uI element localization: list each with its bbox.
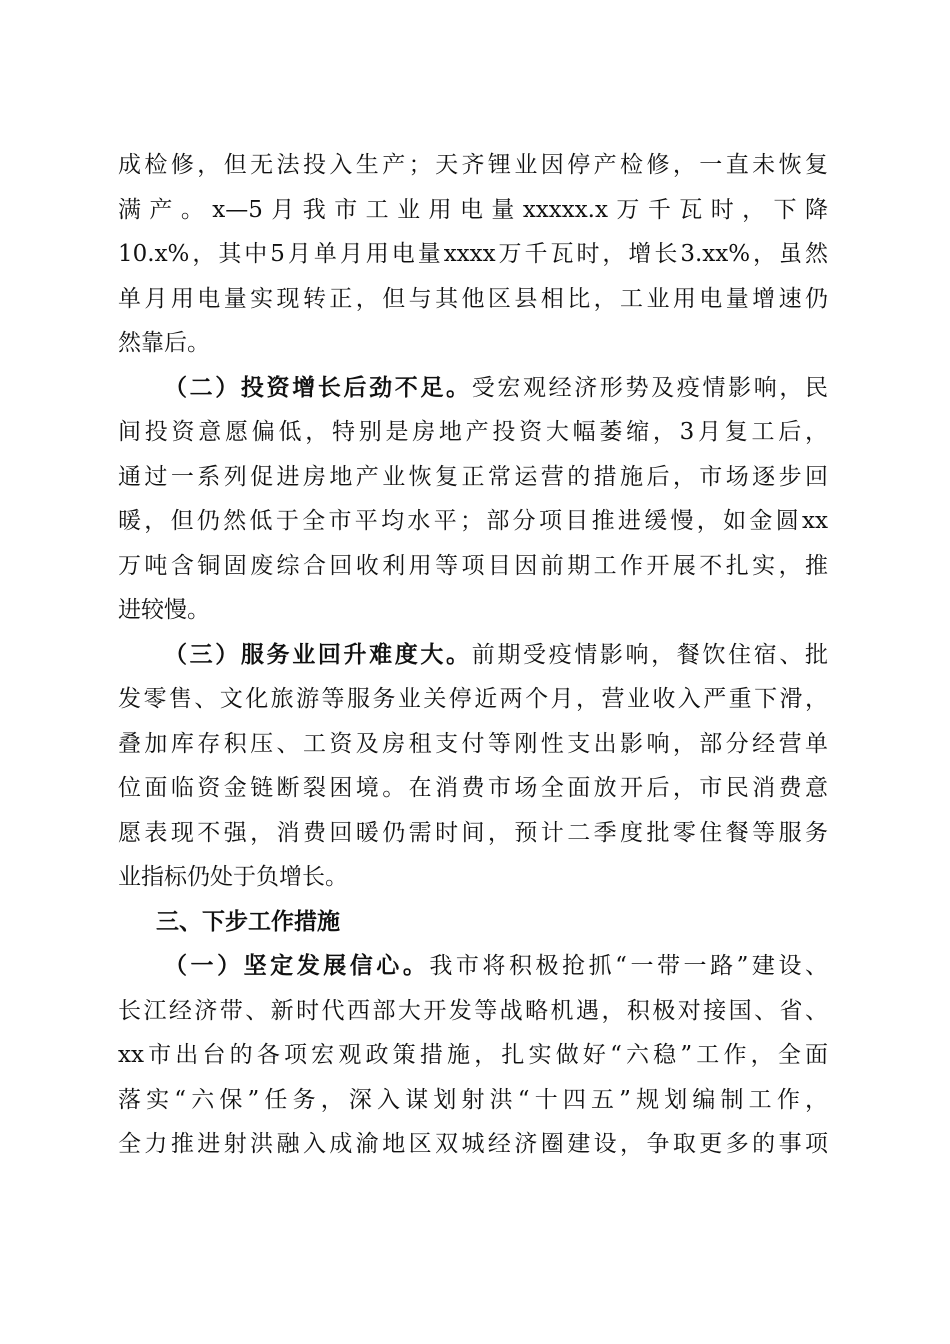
section-lead-title: （三）服务业回升难度大。 — [164, 641, 472, 668]
text-line: 全力推进射洪融入成渝地区双城经济圈建设，争取更多的事项 — [118, 1131, 828, 1157]
section-lead-title: （二）投资增长后劲不足。 — [164, 374, 472, 401]
text-line: 愿表现不强，消费回暖仍需时间，预计二季度批零住餐等服务 — [118, 819, 828, 846]
section-lead-line — [118, 366, 828, 411]
section-heading: 三、下步工作措施 — [156, 908, 340, 935]
text-line: 间投资意愿偏低，特别是房地产投资大幅萎缩，3月复工后， — [118, 419, 828, 445]
text-line: 通过一系列促进房地产业恢复正常运营的措施后，市场逐步回 — [118, 463, 828, 490]
text-line: 万吨含铜固废综合回收利用等项目因前期工作开展不扎实，推 — [118, 552, 828, 579]
text-line: xx市出台的各项宏观政策措施，扎实做好“六稳”工作，全面 — [118, 1042, 828, 1068]
document-body — [118, 143, 828, 1167]
text-line: 成检修，但无法投入生产；天齐锂业因停产检修，一直未恢复 — [118, 152, 828, 178]
section-lead-text: 前期受疫情影响，餐饮住宿、批 — [471, 641, 828, 668]
text-line: 然靠后。 — [118, 330, 210, 356]
text-line: 落实“六保”任务，深入谋划射洪“十四五”规划编制工作， — [118, 1086, 828, 1113]
text-line: 进较慢。 — [118, 597, 210, 623]
text-line: 满产。x—5月我市工业用电量xxxxx.x万千瓦时，下降 — [118, 196, 828, 223]
text-line: 叠加库存积压、工资及房租支付等刚性支出影响，部分经营单 — [118, 730, 828, 757]
text-line: 暖，但仍然低于全市平均水平；部分项目推进缓慢，如金圆xx — [118, 508, 828, 534]
section-lead-line — [118, 944, 828, 989]
section-lead-text: 受宏观经济形势及疫情影响，民 — [471, 374, 828, 401]
text-line: 长江经济带、新时代西部大开发等战略机遇，积极对接国、省、 — [118, 997, 828, 1024]
text-line: 10.x%，其中5月单月用电量xxxx万千瓦时，增长3.xx%，虽然 — [118, 241, 828, 267]
section-lead-text: 我市将积极抢抓“一带一路”建设、 — [429, 953, 828, 979]
section-lead-title: （一）坚定发展信心。 — [164, 953, 430, 979]
text-line: 业指标仍处于负增长。 — [118, 864, 348, 890]
text-line: 发零售、文化旅游等服务业关停近两个月，营业收入严重下滑， — [118, 686, 828, 712]
text-line: 位面临资金链断裂困境。在消费市场全面放开后，市民消费意 — [118, 775, 828, 801]
text-line: 单月用电量实现转正，但与其他区县相比，工业用电量增速仍 — [118, 285, 828, 312]
section-lead-line — [118, 633, 828, 678]
